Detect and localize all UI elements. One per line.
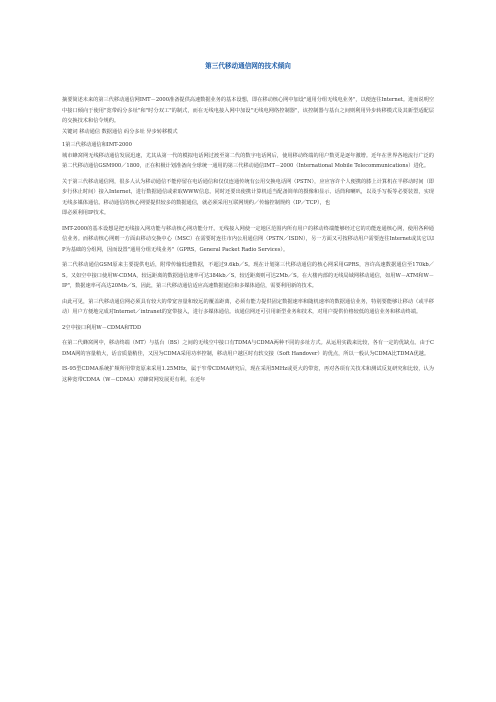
section-heading-1: 1第三代移动通信和IMT-2000 bbox=[62, 142, 132, 148]
body-paragraph-3: IMT-2000的基本设想是把无线接入网功能与移动核心网功能分开。无线接入网使一定地区范围内所有用户的移动终端能够经过它的功能连通核心网，使用各种通信业务。而移动核心网则一方面由移动交换中心（MSC）在需要时连往市内公用通信网（PSTN／ISDN），另一方面又可按移动用户需要连往Internet或其它以IP为基础的分组网，因而设置"通用分组无线业务"（GPRS，General Packet Radio Services）。 bbox=[62, 225, 434, 253]
document-page bbox=[62, 62, 434, 385]
body-paragraph-2-tail: 即必须利用IP技术。 bbox=[62, 210, 110, 216]
abstract-paragraph: 摘要简述未来的第三代移动通信网IMT－2000准备提供高速数据业务的基本设想，即在移动核心网中加设"通用分组无线电业务"，以便连往Internet。进而说明空中接口倾向于使用"宽带码分多址"和"时分双工"的制式，而在无线电接入网中加设"无线电网络控制器"，该控制器与基台之间则利用异步转移模式及其新型适配层的交换技术和信令规约。 bbox=[62, 97, 434, 124]
keywords-line: 关键词 移动通信 数据通信 码分多址 异步转移模式 bbox=[62, 128, 178, 135]
body-paragraph-2: 关于第三代移动通信网，很多人认为移动通信不能停留在电话通信和仅仅连通传统有公用交换电话网（PSTN），应应容许个人便携的膝上计算机在半移动时间（即步行休止时间）接入Internet，进行数据通信或索取WWW信息。同时还要出使携计算机适当配备简单的摄像和显示、话筒和喇叭，以及手写板等必要装置，实现无线多媒体通信。移动通信的核心网要提供较多的数据通信，就必须采用互联网规约／传输控制规约（IP／TCP），也 bbox=[62, 178, 434, 206]
body-paragraph-1: 城市蜂窝网无线移动通信发展迅速，尤其从第一代的模拟电话网过渡至第二代的数字电话网后，使用移动终端的用户数更是逐年激增。近年在世界各地流行广泛的第二代移动通信GSM900／1800，正在积极计划准备向全球统一通用的第三代移动通信IMT－2000（International Mobile Telecommunications）进化。 bbox=[62, 152, 434, 169]
body-paragraph-6: 在第二代蜂窝网中，移动终端（MT）与基台（BS）之间的无线空中接口有TDMA与CDMA两种不同的多址方式。从运用实践来比较，各有一定的优缺点。由于CDMA网的容量稍大，话音质量稍佳，又因为CDMA采用功率控制，移动用户越区时有软交接（Soft Handover）的优点，所以一般认为CDMA比TDMA优越。 bbox=[62, 340, 434, 357]
body-paragraph-7: IS-95型CDMA系统扩频所用带宽原来采用1.25MHz，属于窄带CDMA研究后，现在采用5MHz或更大的带宽，再对各项有关技术和测试反复研究和比较，认为这种宽带CDMA（W－CDMA）对蜂窝网发展更有利。在近年 bbox=[62, 366, 434, 383]
body-paragraph-5: 由此可见，第三代移动通信网必须具有较大的带宽容量和较远的覆盖距离，必须有能力提供固定数据速率和随机速率的数据通信业务，特别要能够让移动（或半移动）用户方便地完成对Internet／intranet的宽带接入，进行多媒体通信。该通信网还可引用新型业务和技术，对用户提供价格较低的通信业务和移动终端。 bbox=[62, 298, 434, 315]
document-title: 第三代移动通信网的技术倾向 bbox=[205, 62, 291, 70]
section-heading-2: 2空中接口利用W－CDMA和TDD bbox=[62, 324, 142, 331]
body-paragraph-4: 第二代移动通信GSM原来主要提供电话，附带传输低速数据，不超过9.6kb／S。现在计划第三代移动通信的核心网采用GPRS，容许高速数据通信至170kb／S。又如空中接口使用W-CDMA，较远距离的数据通信速率可达384kb／S，较近距离则可达2Mb／S。在大楼内部的无线局域网移动通信，如用W－ATM和W－IP"，数据速率可高达20Mb／S。因此，第三代移动通信适应高速数据通信和多媒体通信，需要利用新的技术。 bbox=[62, 262, 434, 289]
